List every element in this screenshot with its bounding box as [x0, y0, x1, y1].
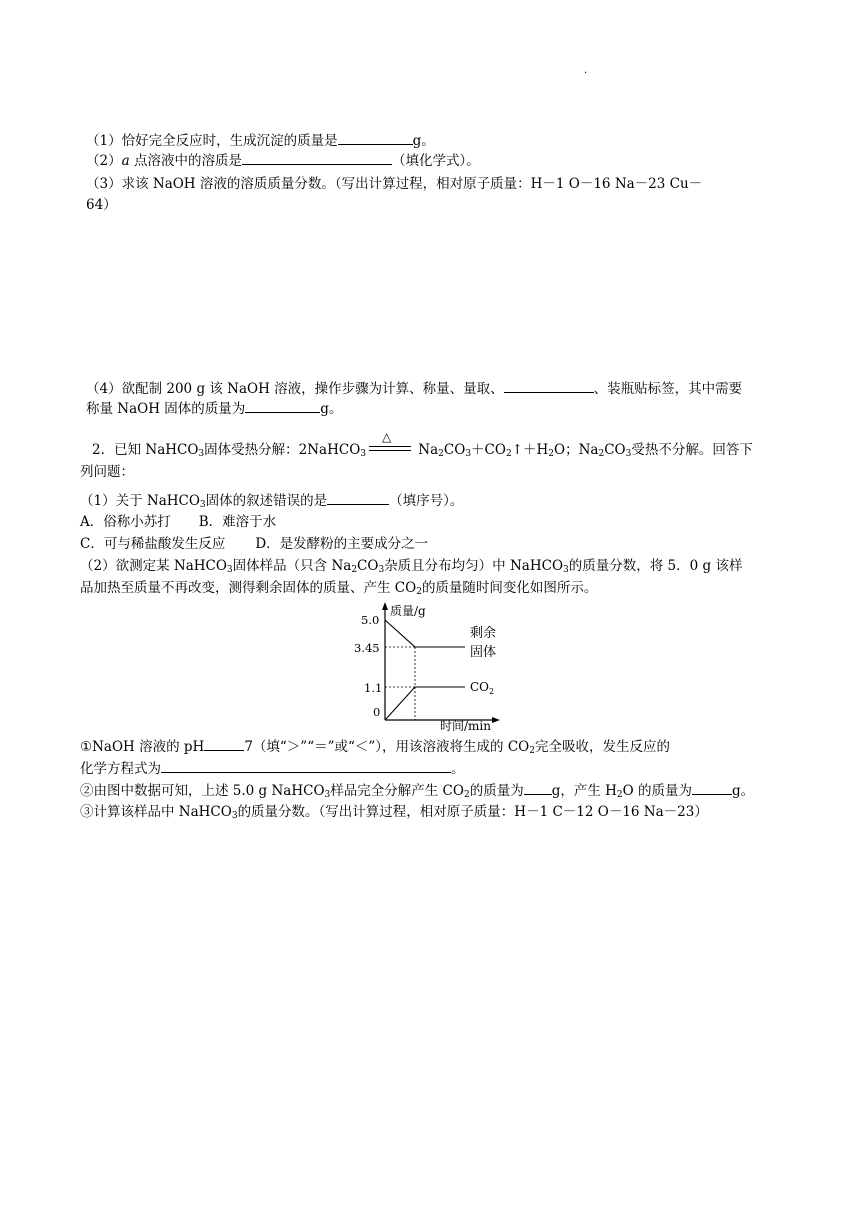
- sub1-line2: 化学方程式为 。: [80, 758, 465, 779]
- series-label-residue-2: 固体: [470, 645, 497, 660]
- problem2-intro-cont: 列问题：: [80, 464, 134, 480]
- q3-line-cont: [86, 195, 117, 215]
- option-row-cd: [80, 534, 428, 554]
- q1-unit: g。: [412, 133, 435, 149]
- q1-answer-blank[interactable]: [338, 130, 413, 145]
- q4b-line: [86, 398, 342, 419]
- equation-answer-blank[interactable]: [161, 758, 451, 773]
- q3-text-cont: 64）: [86, 197, 117, 213]
- option-a: A．俗称小苏打: [80, 514, 171, 530]
- x-axis-label: 时间/min: [440, 719, 491, 733]
- q2-line: [86, 150, 480, 171]
- p2-q2-line: （2）欲测定某 NaHCO$_3$固体样品（只含 $Na_2CO_3$杂质且分布均匀）中 NaHCO$_3$的质量分数，将 5．0 g 该样: [80, 558, 743, 575]
- heat-symbol: △: [382, 430, 392, 444]
- series-label-residue-1: 剩余: [470, 626, 497, 641]
- q4b-text: 称量 NaOH 固体的质量为: [86, 401, 246, 417]
- option-d: D．是发酵粉的主要成分之一: [255, 536, 429, 552]
- q2-number: （2）: [86, 153, 122, 169]
- q4-text: （4）欲配制 200 g 该 NaOH 溶液，操作步骤为计算、称量、量取、: [86, 381, 504, 397]
- y-axis-arrow: [382, 602, 388, 610]
- co2-mass-blank[interactable]: [524, 780, 552, 795]
- option-c: C．可与稀盐酸发生反应: [80, 536, 226, 552]
- p2-q1-answer-blank[interactable]: [327, 490, 389, 505]
- problem2-intro: 2．已知 NaHCO$_3$固体受热分解：2NaHCO$_3$ △ $Na_2CO_3+CO_2↑+H_2O$；$Na_2CO_3$受热不分解。回答下: [92, 440, 753, 464]
- mass-time-chart: [340, 600, 515, 735]
- y-tick-label-0: 0: [373, 705, 381, 719]
- y-tick-label-3-45: 3.45: [354, 641, 380, 655]
- heat-arrow: [369, 430, 411, 454]
- sub2-line: ②由图中数据可知，上述 5.0 g NaHCO$_3$样品完全分解产生 $CO_2$的质量为 g，产生 $H_2O$ 的质量为 g。: [80, 780, 754, 805]
- q2-text: 点溶液中的溶质是: [129, 153, 242, 169]
- ph-answer-blank[interactable]: [204, 736, 244, 751]
- q4b-answer-blank[interactable]: [245, 398, 320, 413]
- p2-q1-line: （1）关于 NaHCO$_3$固体的叙述错误的是 （填序号）。: [80, 490, 463, 515]
- q4-answer-blank[interactable]: [504, 378, 594, 393]
- sub3-line: ③计算该样品中 NaHCO$_3$的质量分数。（写出计算过程，相对原子质量：H－1 C－12 O－16 Na－23）: [80, 804, 708, 821]
- q2-hint: （填化学式）。: [391, 153, 480, 169]
- p2-q2-line2: 品加热至质量不再改变，测得剩余固体的质量、产生 $CO_2$的质量随时间变化如图所示。: [80, 580, 598, 597]
- q3-text: （3）求该 NaOH 溶液的溶质质量分数。（写出计算过程，相对原子质量：H－1 O－16 Na－23 Cu－: [86, 176, 703, 192]
- y-tick-label-1-1: 1.1: [364, 681, 383, 695]
- h2o-mass-blank[interactable]: [692, 780, 732, 795]
- sub1-line: ①NaOH 溶液的 pH 7（填“＞”“＝”或“＜”），用该溶液将生成的 $CO_2$完全吸收，发生反应的: [80, 736, 670, 761]
- series-label-co2: $CO_2$: [470, 680, 495, 696]
- option-b: B．难溶于水: [198, 514, 277, 530]
- series-co2: [385, 687, 465, 720]
- x-axis-arrow: [492, 717, 500, 723]
- top-dot: ·: [584, 68, 588, 79]
- q4-text-end: 、装瓶贴标签，其中需要: [593, 381, 743, 397]
- option-row-ab: [80, 512, 276, 532]
- q3-line: [86, 174, 702, 194]
- q1-line: [86, 130, 435, 151]
- q2-answer-blank[interactable]: [242, 150, 392, 165]
- q1-text: （1）恰好完全反应时，生成沉淀的质量是: [86, 133, 338, 149]
- series-solid-residue: [385, 620, 465, 647]
- q4-line: [86, 378, 742, 399]
- y-tick-label-5: 5.0: [361, 613, 380, 627]
- y-axis-label: 质量/g: [390, 604, 426, 618]
- q4b-unit: g。: [320, 401, 343, 417]
- q2-variable: a: [121, 153, 130, 169]
